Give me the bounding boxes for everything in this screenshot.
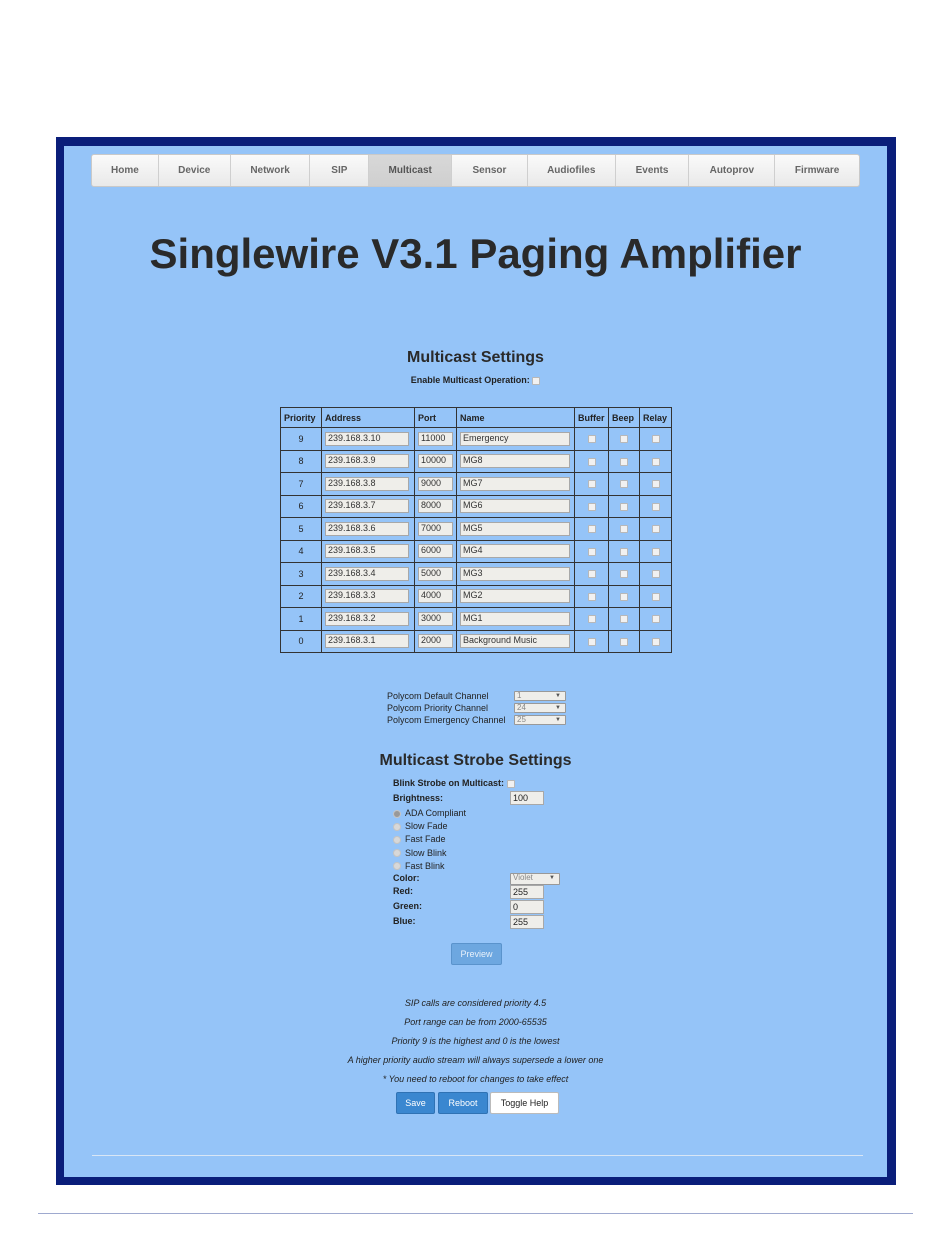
column-header: Buffer [575,408,609,428]
radio-icon[interactable] [393,823,401,831]
beep-checkbox[interactable] [620,525,628,533]
beep-checkbox[interactable] [620,548,628,556]
address-input[interactable]: 239.168.3.9 [325,454,409,468]
port-cell [415,518,457,541]
buffer-checkbox[interactable] [588,435,596,443]
enable-multicast-row [64,375,887,385]
help-line: Priority 9 is the highest and 0 is the lowest [391,1036,560,1046]
name-input[interactable]: MG8 [460,454,570,468]
enable-multicast-checkbox[interactable] [532,377,540,385]
port-input[interactable]: 2000 [418,634,453,648]
beep-cell [609,630,640,653]
name-cell [457,518,575,541]
priority-cell: 0 [281,630,322,653]
save-button[interactable]: Save [396,1092,435,1114]
beep-checkbox[interactable] [620,503,628,511]
beep-checkbox[interactable] [620,435,628,443]
beep-checkbox[interactable] [620,570,628,578]
preview-button[interactable]: Preview [451,943,502,965]
strobe-mode-label: Fast Fade [405,834,446,845]
nav-item-autoprov[interactable]: Autoprov [689,155,775,186]
table-row [281,630,672,653]
toggle-help-button[interactable]: Toggle Help [490,1092,559,1114]
table-row [281,563,672,586]
color-select[interactable] [510,873,560,885]
column-header: Beep [609,408,640,428]
port-cell [415,473,457,496]
buffer-checkbox[interactable] [588,593,596,601]
relay-checkbox[interactable] [652,525,660,533]
name-input[interactable]: MG7 [460,477,570,491]
beep-cell [609,608,640,631]
polycom-priority-label: Polycom Priority Channel [387,703,489,713]
port-input[interactable]: 4000 [418,589,453,603]
name-cell [457,428,575,451]
polycom-default-label: Polycom Default Channel [387,691,489,701]
name-cell [457,630,575,653]
relay-checkbox[interactable] [652,615,660,623]
color-label: Color: [393,873,420,883]
buffer-cell [575,428,609,451]
address-cell [322,450,415,473]
priority-cell: 8 [281,450,322,473]
buffer-cell [575,563,609,586]
beep-checkbox[interactable] [620,638,628,646]
port-input[interactable]: 5000 [418,567,453,581]
name-cell [457,540,575,563]
relay-checkbox[interactable] [652,593,660,601]
nav-item-network[interactable]: Network [231,155,311,186]
beep-checkbox[interactable] [620,615,628,623]
buffer-cell [575,473,609,496]
priority-cell: 5 [281,518,322,541]
radio-icon[interactable] [393,862,401,870]
table-row [281,608,672,631]
priority-cell: 6 [281,495,322,518]
dropdown-arrow-icon: ▼ [555,705,561,711]
table-row [281,450,672,473]
nav-item-events[interactable]: Events [616,155,690,186]
buffer-cell [575,585,609,608]
beep-checkbox[interactable] [620,593,628,601]
strobe-section-title: Multicast Strobe Settings [379,752,572,769]
port-input[interactable]: 8000 [418,499,453,513]
port-input[interactable]: 9000 [418,477,453,491]
buffer-cell [575,608,609,631]
page-title: Singlewire V3.1 Paging Amplifier [149,230,802,277]
nav-item-multicast[interactable]: Multicast [369,155,452,186]
enable-multicast-label: Enable Multicast Operation: [410,375,530,385]
address-cell [322,608,415,631]
name-cell [457,608,575,631]
beep-cell [609,428,640,451]
name-input[interactable]: MG5 [460,522,570,536]
red-input[interactable]: 255 [510,885,544,899]
table-row [281,518,672,541]
port-cell [415,563,457,586]
address-cell [322,473,415,496]
nav-item-home[interactable]: Home [92,155,159,186]
buffer-checkbox[interactable] [588,503,596,511]
name-input[interactable]: MG2 [460,589,570,603]
beep-cell [609,585,640,608]
priority-cell: 2 [281,585,322,608]
relay-cell [640,473,672,496]
table-row [281,540,672,563]
nav-item-sensor[interactable]: Sensor [452,155,528,186]
name-input[interactable]: Background Music [460,634,570,648]
name-cell [457,473,575,496]
address-cell [322,585,415,608]
beep-cell [609,450,640,473]
priority-cell: 9 [281,428,322,451]
help-line: * You need to reboot for changes to take effect [382,1074,569,1084]
table-row [281,428,672,451]
nav-item-sip[interactable]: SIP [310,155,369,186]
content-panel [64,146,887,1177]
beep-cell [609,540,640,563]
strobe-mode-label: Slow Blink [405,847,447,858]
green-input[interactable]: 0 [510,900,544,914]
name-cell [457,495,575,518]
beep-cell [609,473,640,496]
priority-cell: 4 [281,540,322,563]
help-line: A higher priority audio stream will always supersede a lower one [347,1055,604,1065]
name-cell [457,585,575,608]
table-row [281,495,672,518]
relay-cell [640,585,672,608]
relay-checkbox[interactable] [652,458,660,466]
port-input[interactable]: 6000 [418,544,453,558]
column-header: Port [415,408,457,428]
polycom-priority-select[interactable] [514,703,566,713]
nav-item-device[interactable]: Device [159,155,231,186]
address-cell [322,518,415,541]
dropdown-arrow-icon: ▼ [549,875,555,881]
relay-checkbox[interactable] [652,570,660,578]
strobe-mode-label: Slow Fade [405,821,448,832]
blink-strobe-label: Blink Strobe on Multicast: [393,778,505,788]
port-cell [415,540,457,563]
polycom-emergency-label: Polycom Emergency Channel [387,715,506,725]
column-header: Address [322,408,415,428]
relay-checkbox[interactable] [652,548,660,556]
port-cell [415,428,457,451]
blink-strobe-row [393,778,515,788]
relay-cell [640,540,672,563]
relay-cell [640,450,672,473]
strobe-mode-label: ADA Compliant [405,808,467,818]
relay-cell [640,563,672,586]
port-cell [415,585,457,608]
name-input[interactable]: Emergency [460,432,570,446]
reboot-button[interactable]: Reboot [438,1092,488,1114]
port-cell [415,495,457,518]
priority-cell: 3 [281,563,322,586]
beep-cell [609,563,640,586]
port-cell [415,450,457,473]
buffer-cell [575,630,609,653]
nav-item-firmware[interactable]: Firmware [794,165,840,176]
blue-label: Blue: [393,916,416,926]
address-input[interactable]: 239.168.3.8 [325,477,409,491]
beep-cell [609,518,640,541]
red-label: Red: [393,886,413,896]
column-header: Name [457,408,575,428]
buffer-cell [575,450,609,473]
strobe-mode-option[interactable] [393,834,446,844]
port-cell [415,608,457,631]
port-input[interactable]: 11000 [418,432,453,446]
strobe-mode-option[interactable] [393,821,448,831]
green-label: Green: [393,901,423,911]
buffer-cell [575,495,609,518]
polycom-default-value: 1 [517,691,522,700]
table-row [281,473,672,496]
priority-cell: 7 [281,473,322,496]
column-header: Relay [640,408,672,428]
multicast-section-title: Multicast Settings [407,349,544,366]
buffer-checkbox[interactable] [588,638,596,646]
name-input[interactable]: MG3 [460,567,570,581]
radio-icon[interactable] [393,810,401,818]
beep-cell [609,495,640,518]
name-input[interactable]: MG4 [460,544,570,558]
polycom-default-select[interactable] [514,691,566,701]
relay-checkbox[interactable] [652,435,660,443]
relay-checkbox[interactable] [652,480,660,488]
radio-icon[interactable] [393,849,401,857]
blue-input[interactable]: 255 [510,915,544,929]
address-input[interactable]: 239.168.3.1 [325,634,409,648]
brightness-label: Brightness: [393,793,444,803]
buffer-checkbox[interactable] [588,480,596,488]
polycom-emergency-select[interactable] [514,715,566,725]
name-input[interactable]: MG1 [460,612,570,626]
polycom-priority-value: 24 [517,703,526,712]
address-input[interactable]: 239.168.3.6 [325,522,409,536]
port-input[interactable]: 7000 [418,522,453,536]
address-input[interactable]: 239.168.3.7 [325,499,409,513]
nav-item-audiofiles[interactable]: Audiofiles [528,155,616,186]
address-cell [322,630,415,653]
strobe-mode-option[interactable] [393,861,445,871]
top-nav [91,154,860,187]
strobe-mode-label: Fast Blink [405,860,445,871]
buffer-checkbox[interactable] [588,615,596,623]
help-line: SIP calls are considered priority 4.5 [404,998,547,1008]
port-cell [415,630,457,653]
strobe-mode-option[interactable] [393,848,447,858]
address-cell [322,495,415,518]
table-header-row [281,408,672,428]
buffer-checkbox[interactable] [588,458,596,466]
buffer-cell [575,518,609,541]
address-input[interactable]: 239.168.3.4 [325,567,409,581]
radio-icon[interactable] [393,836,401,844]
blink-strobe-checkbox[interactable] [507,780,515,788]
relay-cell [640,630,672,653]
relay-cell [640,495,672,518]
color-value: Violet [513,873,533,882]
dropdown-arrow-icon: ▼ [555,693,561,699]
strobe-mode-option[interactable] [393,808,466,818]
page-divider [38,1213,913,1214]
address-cell [322,540,415,563]
buffer-cell [575,540,609,563]
port-input[interactable]: 10000 [418,454,453,468]
buffer-checkbox[interactable] [588,570,596,578]
dropdown-arrow-icon: ▼ [555,717,561,723]
brightness-input[interactable]: 100 [510,791,544,805]
name-cell [457,450,575,473]
address-input[interactable]: 239.168.3.3 [325,589,409,603]
address-input[interactable]: 239.168.3.2 [325,612,409,626]
relay-checkbox[interactable] [652,503,660,511]
address-input[interactable]: 239.168.3.10 [325,432,409,446]
relay-cell [640,428,672,451]
multicast-table [280,407,672,653]
table-row [281,585,672,608]
port-input[interactable]: 3000 [418,612,453,626]
relay-cell [640,518,672,541]
buffer-checkbox[interactable] [588,525,596,533]
beep-checkbox[interactable] [620,458,628,466]
beep-checkbox[interactable] [620,480,628,488]
address-cell [322,428,415,451]
polycom-emergency-value: 25 [517,715,526,724]
address-cell [322,563,415,586]
help-line: Port range can be from 2000-65535 [404,1017,547,1027]
relay-checkbox[interactable] [652,638,660,646]
name-cell [457,563,575,586]
buffer-checkbox[interactable] [588,548,596,556]
divider [92,1155,863,1156]
priority-cell: 1 [281,608,322,631]
name-input[interactable]: MG6 [460,499,570,513]
relay-cell [640,608,672,631]
column-header: Priority [281,408,322,428]
address-input[interactable]: 239.168.3.5 [325,544,409,558]
